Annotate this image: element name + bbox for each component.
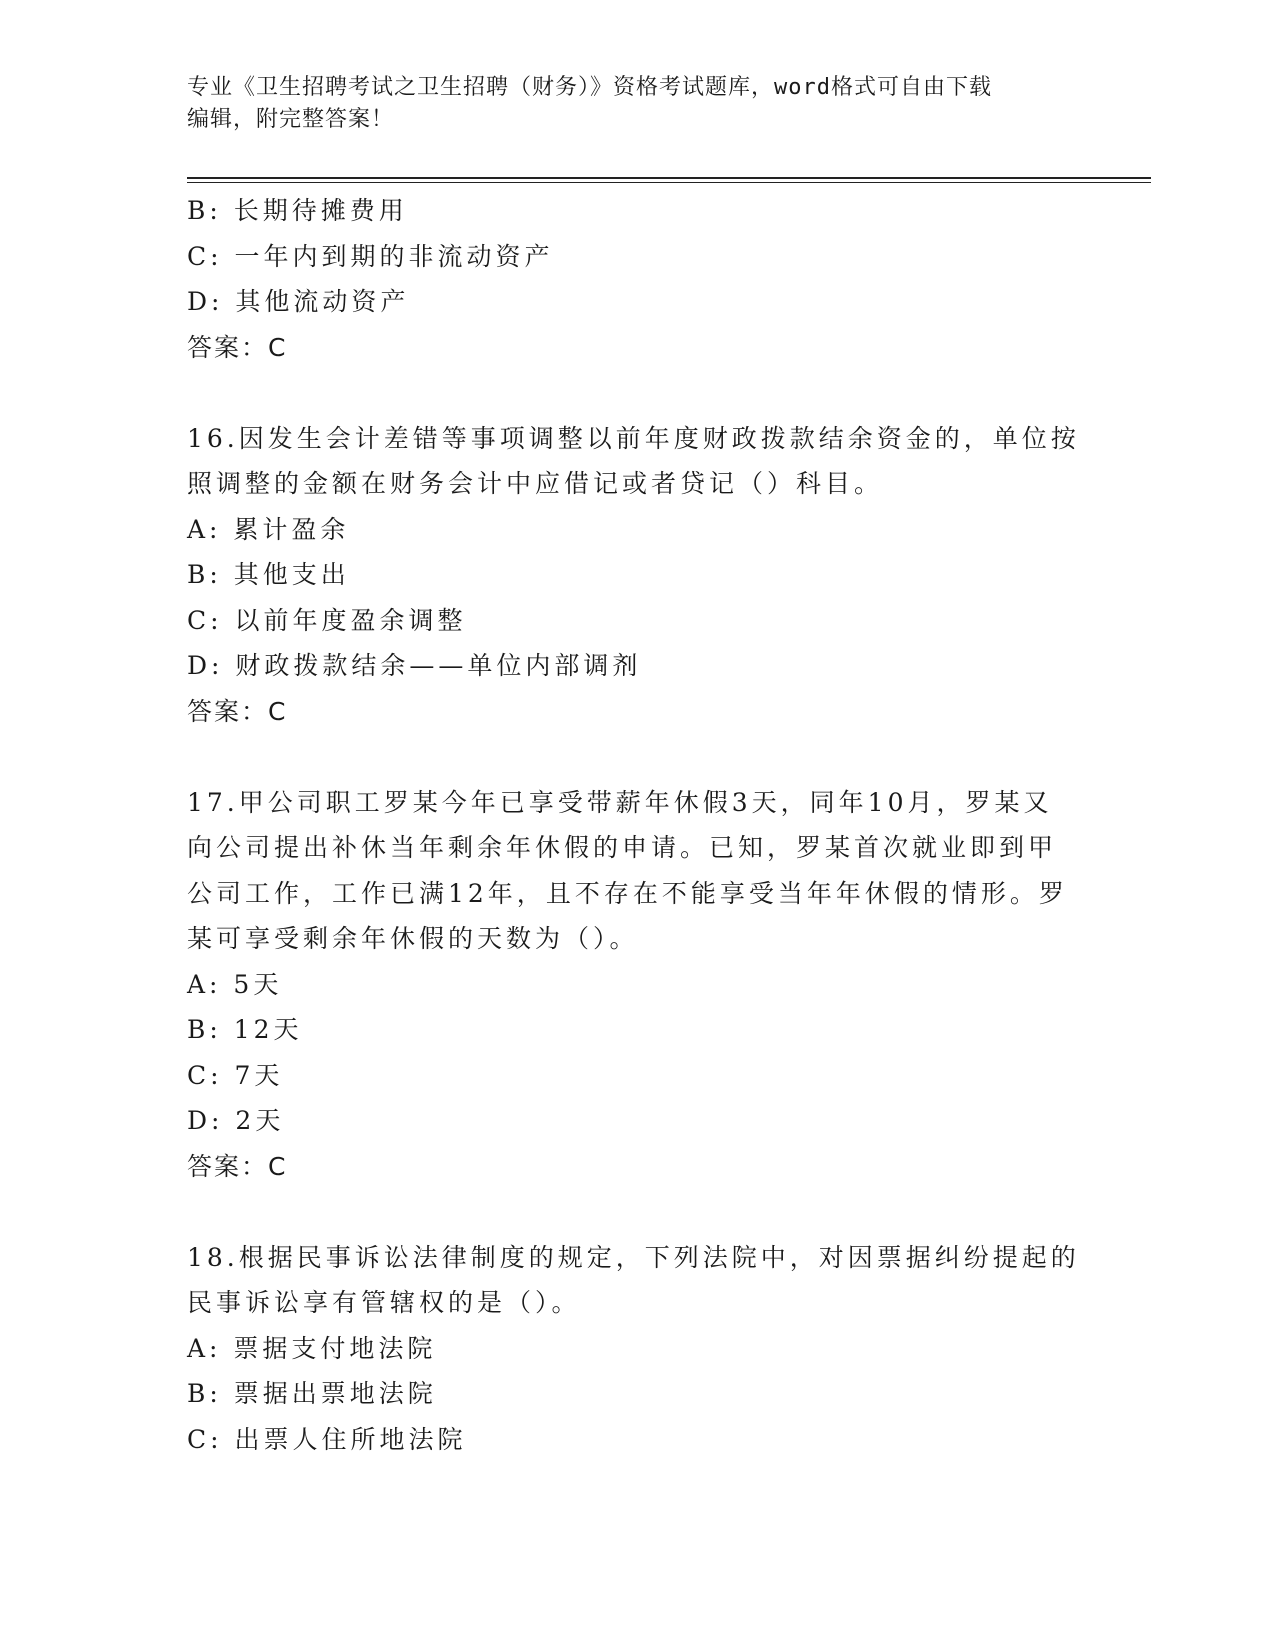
- question-text-line: 公司工作，工作已满12年，且不存在不能享受当年年休假的情形。罗: [187, 878, 1068, 908]
- option-d: D: 2天: [187, 1106, 285, 1135]
- option-a: A: 票据支付地法院: [187, 1333, 437, 1363]
- question-text-line: 16.因发生会计差错等事项调整以前年度财政拨款结余资金的，单位按: [187, 423, 1080, 453]
- question-text-line: 17.甲公司职工罗某今年已享受带薪年休假3天，同年10月，罗某又: [187, 787, 1053, 817]
- option-c: C: 以前年度盈余调整: [187, 605, 467, 635]
- header-divider-thick: [187, 177, 1151, 179]
- header-line-1: 专业《卫生招聘考试之卫生招聘（财务）》资格考试题库，word格式可自由下载: [187, 75, 992, 100]
- question-text-line: 民事诉讼享有管辖权的是（）。: [187, 1288, 581, 1317]
- spacer: [187, 734, 1087, 780]
- question-block-prev: [187, 188, 1087, 370]
- question-block-17: [187, 780, 1087, 1190]
- question-block-16: [187, 416, 1087, 735]
- option-c: C: 一年内到期的非流动资产: [187, 241, 554, 271]
- option-b: B: 其他支出: [187, 560, 350, 589]
- option-b: B: 长期待摊费用: [187, 196, 408, 225]
- option-c: C: 出票人住所地法院: [187, 1424, 467, 1454]
- answer-line: 答案：C: [187, 1151, 288, 1181]
- answer-line: 答案：C: [187, 332, 288, 362]
- answer-line: 答案：C: [187, 696, 288, 726]
- document-body: [187, 188, 1087, 1462]
- option-a: A: 累计盈余: [187, 514, 350, 544]
- spacer: [187, 370, 1087, 416]
- option-c: C: 7天: [187, 1060, 284, 1090]
- question-text-line: 18.根据民事诉讼法律制度的规定，下列法院中，对因票据纠纷提起的: [187, 1242, 1080, 1272]
- option-b: B: 12天: [187, 1015, 303, 1044]
- document-header: [187, 72, 1067, 136]
- question-text-line: 向公司提出补休当年剩余年休假的申请。已知，罗某首次就业即到甲: [187, 833, 1058, 862]
- question-text-line: 照调整的金额在财务会计中应借记或者贷记（）科目。: [187, 469, 884, 498]
- option-b: B: 票据出票地法院: [187, 1379, 437, 1408]
- option-a: A: 5天: [187, 969, 283, 999]
- header-divider-thin: [187, 182, 1151, 183]
- question-block-18: [187, 1235, 1087, 1463]
- header-line-2: 编辑，附完整答案！: [187, 107, 395, 132]
- question-text-line: 某可享受剩余年休假的天数为（）。: [187, 924, 639, 953]
- option-d: D: 财政拨款结余——单位内部调剂: [187, 651, 642, 680]
- option-d: D: 其他流动资产: [187, 287, 410, 316]
- spacer: [187, 1189, 1087, 1235]
